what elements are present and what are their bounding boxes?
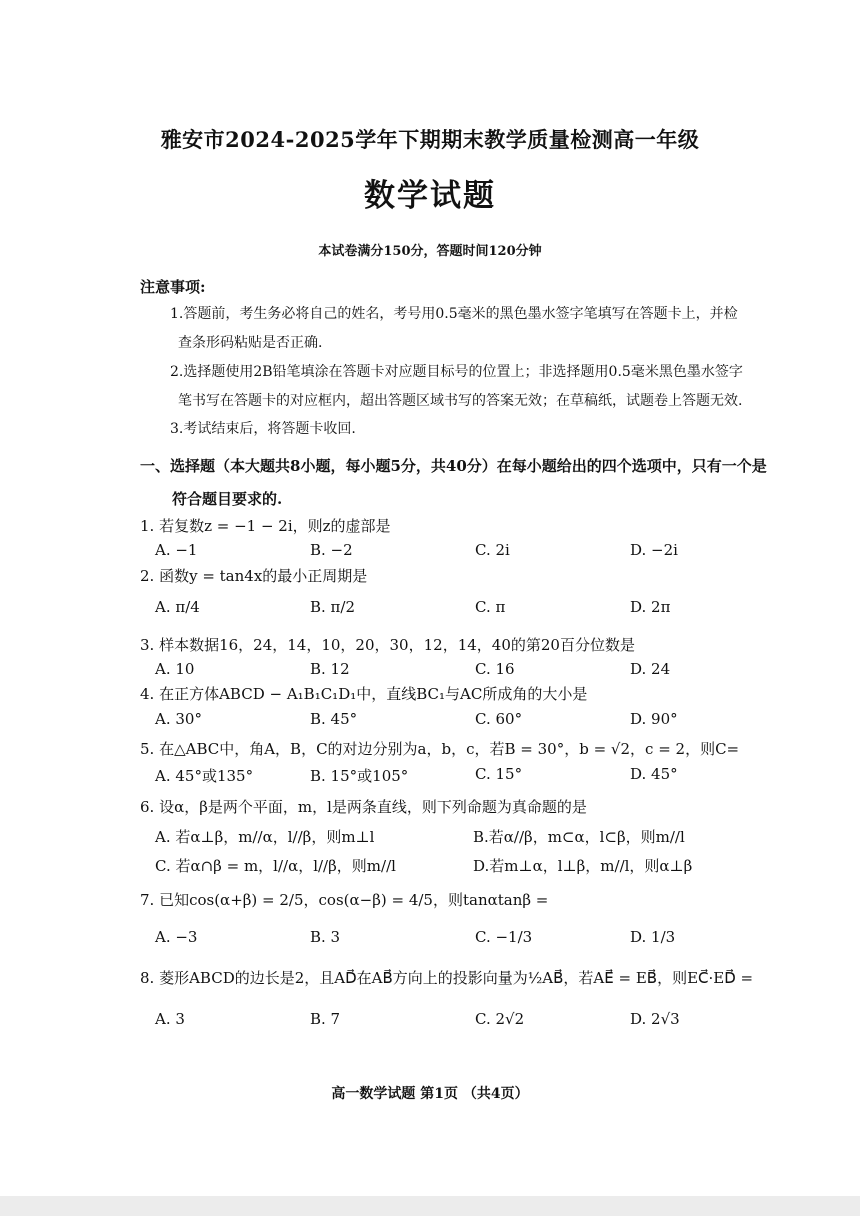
option-c: C. 60° (475, 710, 523, 728)
option-c: C. π (475, 598, 506, 616)
option-c: C. 2√2 (475, 1010, 525, 1028)
option-d: D.若m⊥α，l⊥β，m//l，则α⊥β (473, 857, 693, 875)
exam-subtitle: 本试卷满分150分，答题时间120分钟 (318, 244, 542, 259)
option-b: B. 45° (310, 710, 358, 728)
subject-title: 数学试题 (364, 178, 496, 214)
question-stem: 6. 设α，β是两个平面，m，l是两条直线，则下列命题为真命题的是 (140, 798, 587, 816)
option-b: B. −2 (310, 541, 353, 559)
note-line: 3.考试结束后，将答题卡收回. (170, 421, 356, 437)
option-b: B.若α//β，m⊂α，l⊂β，则m//l (473, 828, 685, 846)
option-b: B. 7 (310, 1010, 341, 1028)
question-stem: 5. 在△ABC中，角A，B，C的对边分别为a，b，c，若B = 30°，b = √2，c = 2，则C= (140, 740, 740, 758)
option-c: C. 2i (475, 541, 510, 559)
option-c: C. −1/3 (475, 928, 533, 946)
question-stem: 8. 菱形ABCD的边长是2，且AD⃗在AB⃗方向上的投影向量为½AB⃗，若AE⃗ = EB⃗，则EC⃗·ED⃗ = (140, 969, 754, 987)
note-line: 查条形码粘贴是否正确. (178, 335, 323, 351)
question-stem: 2. 函数y = tan4x的最小正周期是 (140, 567, 368, 585)
option-d: D. 90° (630, 710, 678, 728)
exam-title: 雅安市2024-2025学年下期期末教学质量检测高一年级 (160, 127, 700, 152)
scan-edge (0, 1196, 860, 1216)
option-a: A. 30° (155, 710, 202, 728)
option-b: B. 12 (310, 660, 350, 678)
option-a: A. −1 (155, 541, 198, 559)
option-d: D. 2√3 (630, 1010, 680, 1028)
question-stem: 3. 样本数据16，24，14，10，20，30，12，14，40的第20百分位数是 (140, 636, 635, 654)
option-d: D. 24 (630, 660, 671, 678)
note-line: 2.选择题使用2B铅笔填涂在答题卡对应题目标号的位置上；非选择题用0.5毫米黑色墨水签字 (170, 364, 743, 380)
question-stem: 4. 在正方体ABCD − A₁B₁C₁D₁中，直线BC₁与AC所成角的大小是 (140, 685, 588, 703)
notes-heading: 注意事项: (140, 278, 206, 296)
option-d: D. −2i (630, 541, 678, 559)
question-stem: 1. 若复数z = −1 − 2i，则z的虚部是 (140, 517, 391, 535)
section-heading-cont: 符合题目要求的. (172, 490, 283, 508)
option-c: C. 16 (475, 660, 515, 678)
option-a: A. 若α⊥β，m//α，l//β，则m⊥l (155, 828, 375, 846)
option-a: A. −3 (155, 928, 198, 946)
option-c: C. 若α∩β = m，l//α，l//β，则m//l (155, 857, 396, 875)
question-stem: 7. 已知cos(α+β) = 2/5，cos(α−β) = 4/5，则tanαtanβ = (140, 891, 549, 909)
note-line: 1.答题前，考生务必将自己的姓名，考号用0.5毫米的黑色墨水签字笔填写在答题卡上，并检 (170, 306, 738, 322)
option-b: B. π/2 (310, 598, 356, 616)
option-a: A. 3 (155, 1010, 185, 1028)
option-d: D. 1/3 (630, 928, 676, 946)
option-d: D. 45° (630, 765, 678, 783)
option-d: D. 2π (630, 598, 671, 616)
option-c: C. 15° (475, 765, 523, 783)
option-b: B. 3 (310, 928, 341, 946)
option-a: A. π/4 (155, 598, 200, 616)
note-line: 笔书写在答题卡的对应框内，超出答题区域书写的答案无效；在草稿纸，试题卷上答题无效. (178, 393, 743, 409)
section-heading: 一、选择题（本大题共8小题，每小题5分，共40分）在每小题给出的四个选项中，只有一个是 (140, 457, 767, 475)
option-a: A. 45°或135° (155, 767, 254, 785)
option-b: B. 15°或105° (310, 767, 409, 785)
option-a: A. 10 (155, 660, 195, 678)
page-footer: 高一数学试题 第1页 （共4页） (331, 1086, 529, 1102)
